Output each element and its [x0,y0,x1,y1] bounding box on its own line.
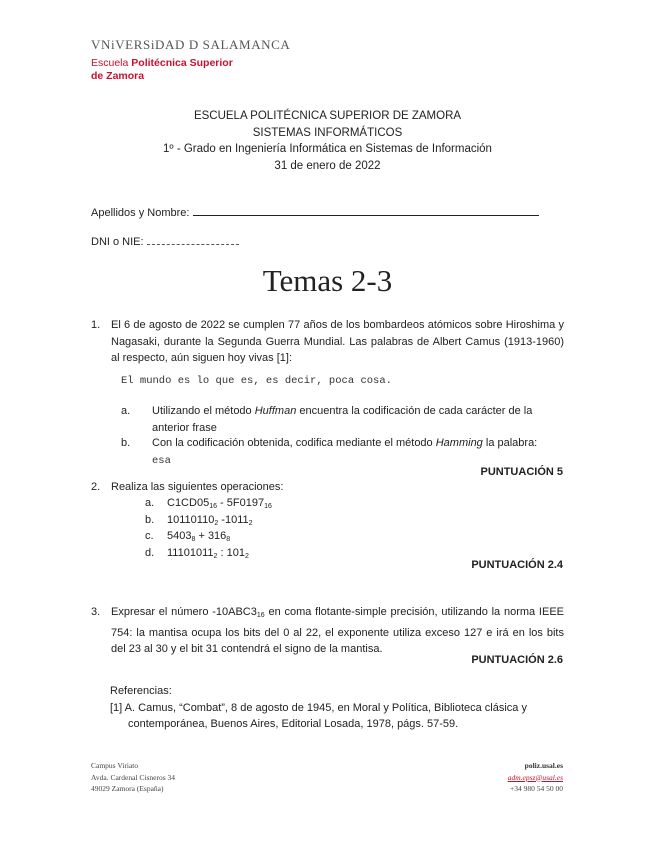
exam-department: SISTEMAS INFORMÁTICOS [252,126,403,139]
sub-label: b. [121,437,131,449]
school-bold: Politécnica Superior [131,57,233,69]
exam-school: ESCUELA POLITÉCNICA SUPERIOR DE ZAMORA [193,110,462,122]
school-prefix: Escuela [91,57,129,69]
hamming-word: esa [152,454,171,467]
references-title: Referencias: [110,685,172,697]
dni-label: DNI o NIE: [91,236,144,248]
question-number: 1. [91,319,101,331]
footer-phone: +34 980 54 50 00 [510,784,563,793]
reference-item: [1] A. Camus, “Combat”, 8 de agosto de 1945, en Moral y Política, Biblioteca clásica y contemporánea, Buenos Aires, Editorial Losada, 1978, págs. 57-59. [110,701,527,730]
exam-date: 31 de enero de 2022 [274,159,381,172]
sub-a-text: Utilizando el método Huffman encuentra la codificación de cada carácter de la anterior frase [152,405,533,434]
exam-header [0,108,655,174]
name-line[interactable] [193,215,539,216]
footer-address: Campus Viriato Avda. Cardenal Cisneros 34 49029 Zamora (España) [91,761,176,793]
dni-line[interactable] [147,244,239,245]
question-number: 2. [91,481,101,493]
sub-b-text: Con la codificación obtenida, codifica mediante el método Hamming la palabra: esa [152,437,538,467]
footer-web-link[interactable]: poliz.usal.es [524,761,563,770]
footer-contact [508,760,563,795]
question-text: Expresar el número $-10ABC3_{16}$ en coma flotante-simple precisión, utilizando la norma IEEE 754: la mantisa ocupa los bits del 0 al 22, el exponente utiliza exceso 127 e irá en los bits del 23 al 30 y el bit 31 contendrá el signo de la mantisa. [111,606,564,655]
footer-email-link[interactable]: adm.epsz@usal.es [507,772,563,782]
question-number: 3. [91,606,101,618]
quote: El mundo es lo que es, es decir, poca cosa. [121,375,392,387]
university-logo-text: VNiVERSiDAD D SALAMANCA [91,37,291,52]
name-field[interactable] [91,207,539,219]
score-q2: PUNTUACIÓN 2.4 [471,559,563,571]
score-q3: PUNTUACIÓN 2.6 [471,654,563,666]
question-text: El 6 de agosto de 2022 se cumplen 77 años de los bombardeos atómicos sobre Hiroshima y Nagasaki, durante la Segunda Guerra Mundial. Las palabras de Albert Camus (1913-1960) al respecto, aún siguen hoy vivas [1]: [111,319,564,364]
score-q1: PUNTUACIÓN 5 [480,466,563,478]
name-label: Apellidos y Nombre: [91,207,190,219]
school-logo-text [91,57,233,82]
school-line2: de Zamora [91,69,145,82]
references [110,683,565,733]
sub-label: a. [121,405,131,417]
question-text: Realiza las siguientes operaciones: [111,481,284,493]
dni-field[interactable] [91,236,239,248]
page-title: Temas 2-3 [262,263,393,298]
exam-degree: 1º - Grado en Ingeniería Informática en Sistemas de Información [163,143,492,155]
